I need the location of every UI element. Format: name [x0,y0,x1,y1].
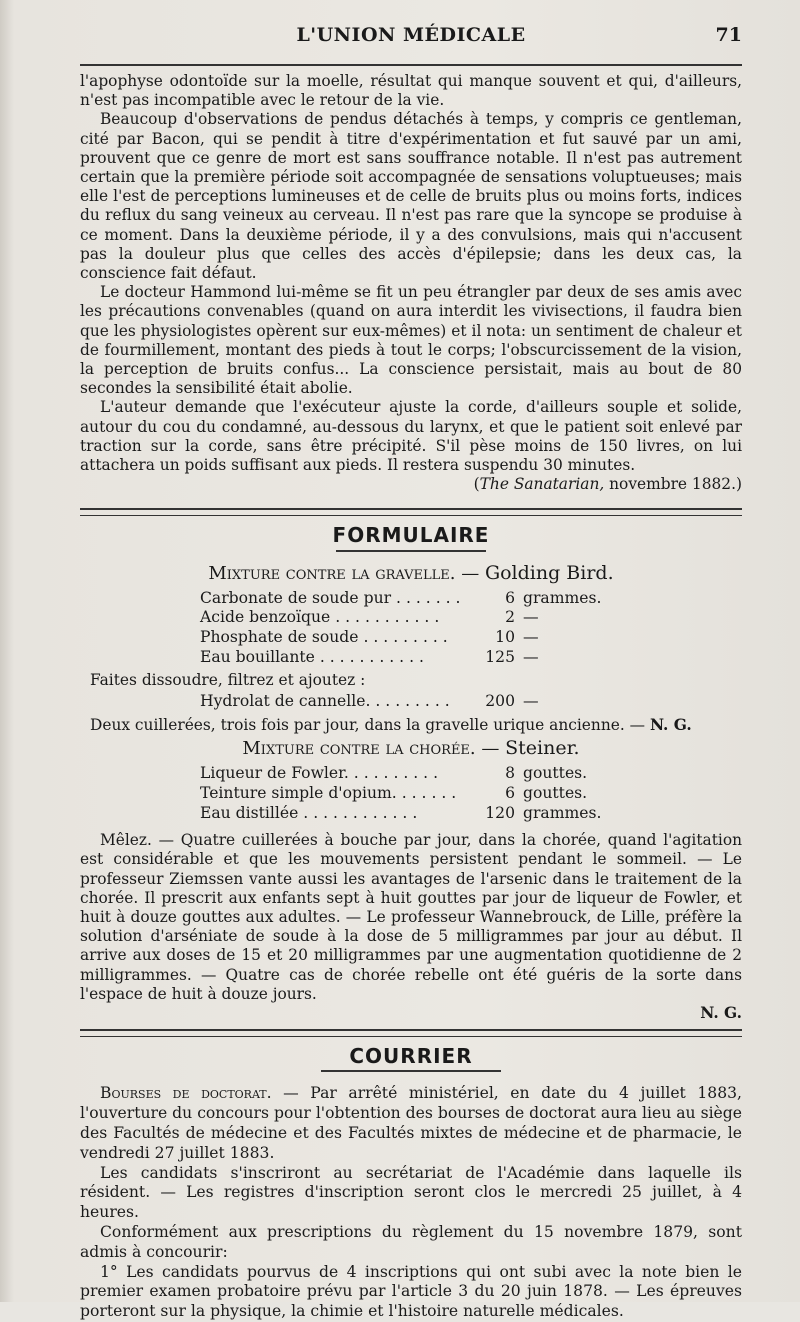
ingredient-unit: — [523,647,539,666]
ingredient-name: Eau distillée . . . . . . . . . . . . [200,803,418,822]
courrier-lead: Bourses de doctorat. [100,1084,272,1103]
intro-paragraph: l'apophyse odontoïde sur la moelle, résultat qui manque souvent et qui, d'ailleurs, n'est pas incompatible avec le retour de la vie. [80,72,742,110]
source-citation: (The Sanatarian, novembre 1882.) [473,475,742,494]
recipe-author: Golding Bird. [484,561,614,584]
ingredient-row [200,648,602,668]
formulaire-heading: FORMULAIRE [332,523,490,548]
author-signature: N. G. [700,1004,742,1023]
recipe-title [80,739,742,758]
ingredient-row [200,784,602,804]
ingredient-table [200,692,539,712]
ingredient-row [200,608,602,628]
ingredient-name: Teinture simple d'opium. . . . . . . [200,784,457,803]
recipe-name: Mixture contre la gravelle. — [208,562,480,584]
ingredient-unit: — [523,692,539,711]
ingredient-row [200,628,602,648]
header-divider [80,64,742,66]
journal-title: L'UNION MÉDICALE [296,24,526,46]
ingredient-unit: grammes. [523,803,602,822]
recipe-dosage [80,716,742,735]
ingredient-qty: 6 [505,784,515,803]
ingredient-qty: 200 [485,692,515,711]
courrier-heading: COURRIER [349,1044,473,1069]
author-signature: N. G. [649,716,692,735]
ingredient-row [200,589,602,609]
courrier-paragraph: 1° Les candidats pourvus de 4 inscriptions qui ont subi avec la note bien le premier examen probatoire prévu par l'article 3 du 20 juin 1878. — Les épreuves porteront sur la physique, la chimie et l'histoire naturelle médicales. [80,1262,742,1321]
ingredient-name: Hydrolat de cannelle. . . . . . . . . [200,692,450,711]
ingredient-name: Eau bouillante . . . . . . . . . . . [200,647,424,666]
intro-paragraph: Beaucoup d'observations de pendus détachés à temps, y compris ce gentleman, cité par Bacon, qui se pendit à titre d'expérimentation et fut sauvé par un ami, prouvent que ce genre de mort est sans souffrance notable. Il n'est pas autrement certain que la première période soit accompagnée de sensations voluptueuses; mais elle l'est de perceptions lumineuses et de celle de bruits plus ou moins forts, indices du reflux du sang veineux au cerveau. Il n'est pas rare que la syncope se produise à ce moment. Dans la deuxième période, il y a des convulsions, mais qui n'accusent pas la douleur plus que celles des accès d'épilepsie; dans les deux cas, la conscience fait défaut. [80,110,742,283]
ingredient-qty: 10 [495,628,515,647]
ingredient-unit: gouttes. [523,784,588,803]
intro-paragraph: L'auteur demande que l'exécuteur ajuste la corde, d'ailleurs souple et solide, autour du cou du condamné, au-dessous du larynx, et que le patient soit enlevé par traction sur la corde, sans être précipité. S'il pèse moins de 150 livres, on lui attachera un poids suffisant aux pieds. Il restera suspendu 30 minutes. [80,398,742,475]
recipe-text: Mêlez. — Quatre cuillerées à bouche par jour, dans la chorée, quand l'agitation est considérable et que les mouvements persistent pendant le sommeil. — Le professeur Ziemssen vante aussi les avantages de l'arsenic dans le traitement de la chorée. Il prescrit aux enfants sept à huit gouttes par jour de liqueur de Fowler, et huit à douze gouttes aux adultes. — Le professeur Wannebrouck, de Lille, préfère la solution d'arséniate de soude à la dose de 5 milligrammes par jour au début. Il arrive aux doses de 15 et 20 milligrammes par une augmentation quotidienne de 2 milligrammes. — Quatre cas de chorée rebelle ont été guéris de la sorte dans l'espace de huit à douze jours. [80,831,742,1003]
page-number: 71 [715,24,742,46]
recipe-instruction: Faites dissoudre, filtrez et ajoutez : [90,671,366,690]
heading-underline [321,1070,501,1072]
ingredient-name: Phosphate de soude . . . . . . . . . [200,628,448,647]
recipe-title [80,561,742,584]
ingredient-row [200,692,539,712]
ingredient-unit: gouttes. [523,764,588,783]
ingredient-row [200,764,602,784]
courrier-lead-text: — Par arrêté ministériel, en date du 4 juillet 1883, l'ouverture du concours pour l'obtention des bourses de doctorat aura lieu au siège des Facultés de médecine et des Facultés mixtes de médecine et de pharmacie, le vendredi 27 juillet 1883. [80,1084,742,1162]
source-date: novembre 1882.) [604,475,742,494]
ingredient-qty: 125 [485,647,515,666]
ingredient-unit: — [523,628,539,647]
courrier-paragraph [80,1084,742,1163]
recipe-author: Steiner. [505,737,580,760]
ingredient-unit: grammes. [523,588,602,607]
ingredient-name: Acide benzoïque . . . . . . . . . . . [200,608,440,627]
ingredient-qty: 8 [505,764,515,783]
ingredient-name: Liqueur de Fowler. . . . . . . . . . [200,764,439,783]
page-body [80,72,742,1322]
ingredient-qty: 6 [505,588,515,607]
recipe-name: Mixture contre la chorée. — [242,738,500,760]
dosage-text: Deux cuillerées, trois fois par jour, dans la gravelle urique ancienne. — [90,716,646,735]
ingredient-name: Carbonate de soude pur . . . . . . . [200,588,461,607]
ingredient-unit: — [523,608,539,627]
ingredient-table [200,764,602,823]
courrier-paragraph: Les candidats s'inscriront au secrétariat de l'Académie dans laquelle ils résident. — Les registres d'inscription seront clos le mercredi 25 juillet, à 4 heures. [80,1163,742,1222]
page-header [80,24,742,58]
section-divider [80,508,742,516]
ingredient-row [200,804,602,824]
ingredient-table [200,589,602,667]
ingredient-qty: 2 [505,608,515,627]
courrier-paragraph: Conformément aux prescriptions du règlement du 15 novembre 1879, sont admis à concourir: [80,1223,742,1261]
ingredient-qty: 120 [485,803,515,822]
source-journal: The Sanatarian, [479,475,605,494]
section-divider [80,1029,742,1037]
heading-underline [336,550,486,552]
intro-paragraph: Le docteur Hammond lui-même se fit un peu étrangler par deux de ses amis avec les précautions convenables (quand on aura interdit les vivisections, il faudra bien que les physiologistes opèrent sur eux-mêmes) et il nota: un sentiment de chaleur et de fourmillement, montant des pieds à tout le corps; l'obscurcissement de la vision, la perception de bruits confus... La conscience persistait, mais au bout de 80 secondes la sensibilité était abolie. [80,283,742,398]
